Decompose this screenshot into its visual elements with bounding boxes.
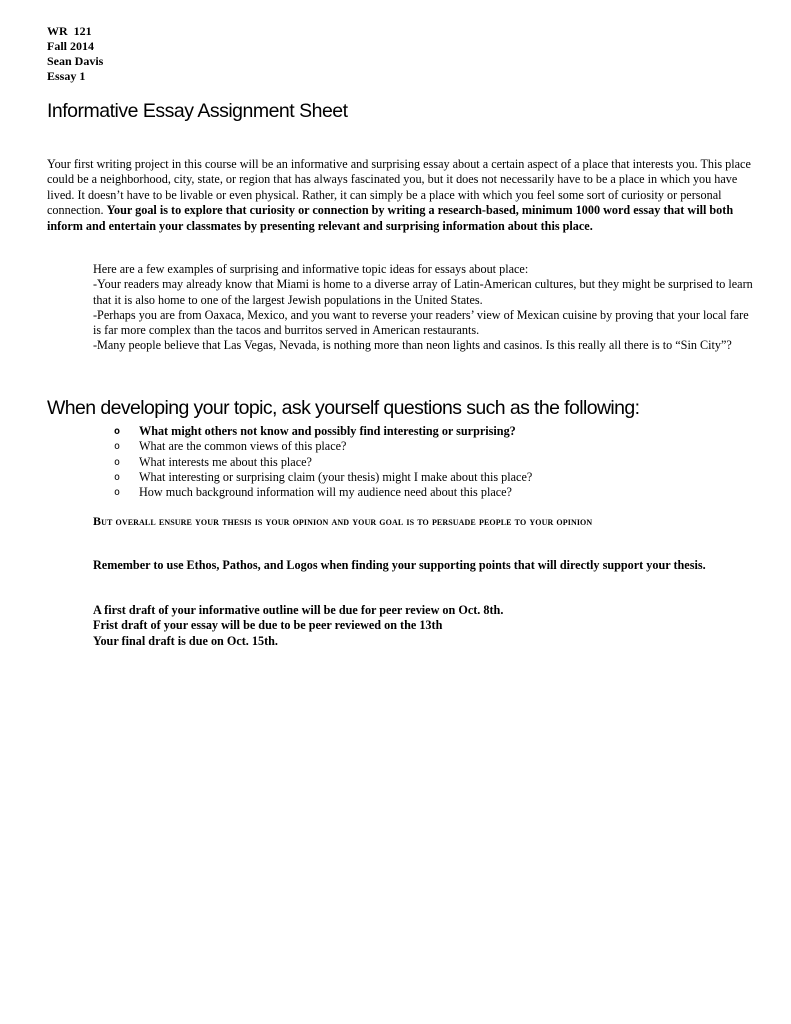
page-title: Informative Essay Assignment Sheet bbox=[47, 100, 348, 122]
deadline-first-draft: Frist draft of your essay will be due to be peer reviewed on the 13th bbox=[93, 618, 443, 633]
intro-text: Your first writing project in this course will be an informative and surprising essay about a certain aspect of a place that interests you. This place could be a neighborhood, city, state, or region that has always fascinated you, but it does not necessarily have to be a place in which you have lived. It doesn’t have to be livable or even physical. Rather, it can simply be a place with which you feel some sort of curiosity or personal connection. bbox=[47, 157, 751, 218]
author-name: Sean Davis bbox=[47, 54, 104, 68]
thesis-note: But overall ensure your thesis is your opinion and your goal is to persuade people to your opinion bbox=[93, 514, 593, 528]
question-item bbox=[114, 439, 532, 454]
deadline-outline: A first draft of your informative outline will be due for peer review on Oct. 8th. bbox=[93, 603, 504, 617]
questions-list bbox=[114, 424, 532, 500]
question-item bbox=[114, 470, 532, 485]
term: Fall 2014 bbox=[47, 39, 94, 53]
question-text: How much background information will my audience need about this place? bbox=[139, 485, 512, 500]
intro-paragraph bbox=[47, 157, 752, 234]
deadline-final-draft: Your final draft is due on Oct. 15th. bbox=[93, 633, 278, 648]
question-text: What might others not know and possibly find interesting or surprising? bbox=[139, 424, 516, 438]
ethos-pathos-logos-note: Remember to use Ethos, Pathos, and Logos when finding your supporting points that will directly support your thesis. bbox=[93, 558, 706, 572]
question-item bbox=[114, 455, 532, 470]
circle-bullet-icon: o bbox=[114, 426, 121, 437]
question-item bbox=[114, 485, 532, 500]
question-text: What are the common views of this place? bbox=[139, 439, 347, 454]
question-text: What interests me about this place? bbox=[139, 454, 312, 469]
assignment-number: Essay 1 bbox=[47, 69, 86, 83]
examples-lead: Here are a few examples of surprising and informative topic ideas for essays about place: bbox=[93, 262, 529, 276]
question-item bbox=[114, 424, 532, 439]
circle-bullet-icon: o bbox=[114, 441, 121, 453]
circle-bullet-icon: o bbox=[114, 456, 121, 468]
example-item-las-vegas: -Many people believe that Las Vegas, Nevada, is nothing more than neon lights and casinos. Is this really all there is to “Sin City”? bbox=[93, 338, 732, 353]
document-header bbox=[47, 24, 103, 84]
intro-goal-text: Your goal is to explore that curiosity or connection by writing a research-based, minimum 1000 word essay that will both inform and entertain your classmates by presenting relevant and surprising information about this place. bbox=[47, 203, 734, 233]
example-item-miami: -Your readers may already know that Miami is home to a diverse array of Latin-American cultures, but they might be surprised to learn that it is also home to one of the largest Jewish populations in the United States. bbox=[93, 277, 753, 307]
circle-bullet-icon: o bbox=[114, 471, 121, 483]
deadlines-block bbox=[93, 603, 503, 649]
question-text: What interesting or surprising claim (your thesis) might I make about this place? bbox=[139, 469, 533, 484]
questions-heading: When developing your topic, ask yourself questions such as the following: bbox=[47, 397, 640, 419]
examples-block bbox=[93, 262, 753, 354]
circle-bullet-icon: o bbox=[114, 487, 121, 499]
example-item-oaxaca: -Perhaps you are from Oaxaca, Mexico, and you want to reverse your readers’ view of Mexican cuisine by proving that your local fare is far more complex than the tacos and burritos served in American restaurants. bbox=[93, 307, 749, 338]
course-code: WR 121 bbox=[47, 24, 92, 38]
